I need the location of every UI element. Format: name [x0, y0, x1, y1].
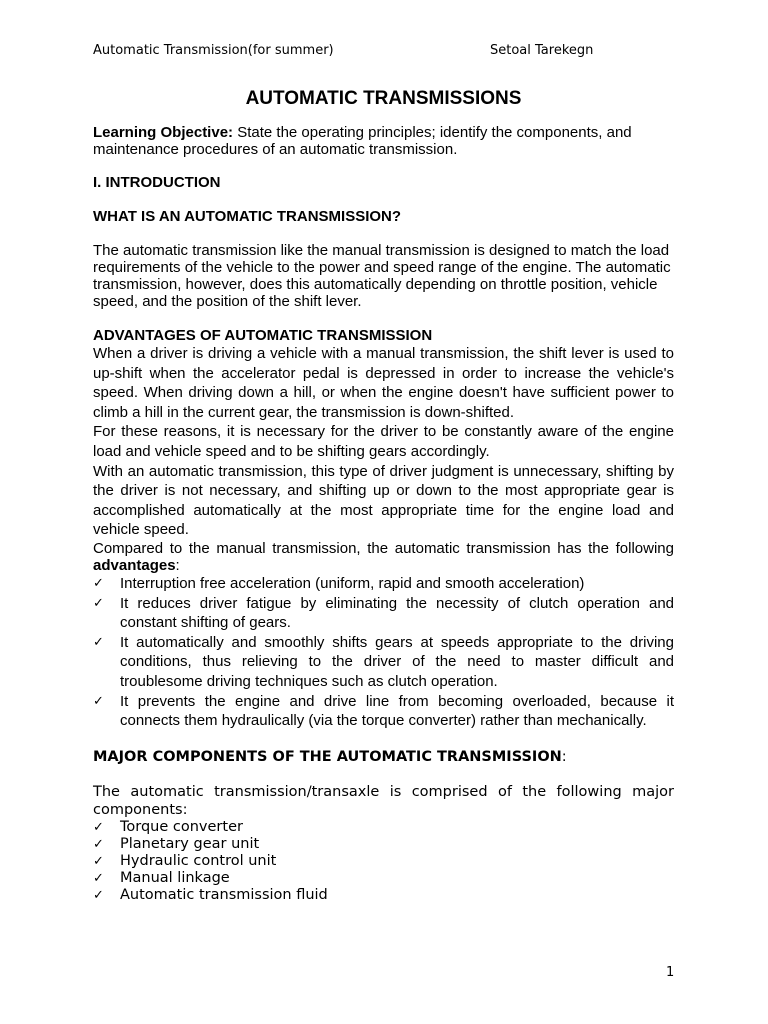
- advantages-paragraph-2: For these reasons, it is necessary for the driver to be constantly aware of the engine load and vehicle speed and to be shifting gears accordingly.: [93, 423, 674, 460]
- list-item: [93, 870, 674, 887]
- advantages-paragraph-3: With an automatic transmission, this type of driver judgment is unnecessary, shifting by the driver is not necessary, and shifting up or down to the most appropriate gear is accomplished automatically at the most appropriate time for the engine load and vehicle speed.: [93, 462, 674, 539]
- section-heading-introduction: I. INTRODUCTION: [93, 174, 221, 191]
- header-right: Setoal Tarekegn: [490, 43, 594, 58]
- components-intro: The automatic transmission/transaxle is comprised of the following major components:: [93, 783, 674, 818]
- list-item: [93, 853, 674, 870]
- checkmark-icon: ✓: [93, 595, 104, 611]
- intro-paragraph: The automatic transmission like the manual transmission is designed to match the load requirements of the vehicle to the power and speed range of the engine. The automatic transmission, however, does this automatically depending on throttle position, vehicle speed, and the position of the shift lever.: [93, 242, 671, 310]
- list-item-text: Manual linkage: [120, 869, 230, 886]
- list-item: [93, 887, 674, 904]
- question-heading: WHAT IS AN AUTOMATIC TRANSMISSION?: [93, 208, 402, 225]
- list-item-text: Interruption free acceleration (uniform, rapid and smooth acceleration): [120, 574, 585, 592]
- objective-text: State the operating principles; identify the components, and maintenance procedures of an automatic transmission.: [93, 124, 632, 158]
- components-list: [93, 819, 674, 904]
- checkmark-icon: ✓: [93, 693, 104, 709]
- list-item: [93, 836, 674, 853]
- list-item: [93, 692, 674, 731]
- document-body: [93, 88, 674, 904]
- list-item-text: It automatically and smoothly shifts gears at speeds appropriate to the driving conditions, thus relieving to the driver of the need to master difficult and troublesome driving techniques such as clutch operation.: [120, 633, 674, 690]
- compared-paragraph: [93, 540, 674, 574]
- checkmark-icon: ✓: [93, 634, 104, 650]
- advantages-paragraph-1: When a driver is driving a vehicle with a manual transmission, the shift lever is used to up-shift when the accelerator pedal is depressed in order to increase the vehicle's speed. When driving down a hill, or when the engine doesn't have sufficient power to climb a hill in the current gear, the transmission is down-shifted.: [93, 345, 674, 421]
- learning-objective: [93, 124, 674, 158]
- advantages-list: [93, 574, 674, 731]
- compared-suffix: :: [175, 556, 180, 574]
- list-item-text: It prevents the engine and drive line from becoming overloaded, because it connects them hydraulically (via the torque converter) rather than mechanically.: [120, 692, 674, 730]
- checkmark-icon: ✓: [93, 887, 104, 903]
- major-components-heading: [93, 749, 674, 766]
- page-number: 1: [666, 965, 675, 980]
- compared-bold: advantages: [93, 556, 176, 574]
- compared-text: Compared to the manual transmission, the automatic transmission has the following: [93, 539, 674, 557]
- major-heading-suffix: :: [561, 748, 567, 765]
- header-left: Automatic Transmission(for summer): [93, 43, 334, 58]
- major-heading-text: MAJOR COMPONENTS OF THE AUTOMATIC TRANSMISSION: [93, 748, 562, 765]
- list-item: [93, 594, 674, 633]
- checkmark-icon: ✓: [93, 575, 104, 591]
- list-item-text: Hydraulic control unit: [120, 852, 277, 869]
- advantages-heading: ADVANTAGES OF AUTOMATIC TRANSMISSION: [93, 327, 433, 344]
- checkmark-icon: ✓: [93, 836, 104, 852]
- list-item-text: It reduces driver fatigue by eliminating the necessity of clutch operation and constant shifting of gears.: [120, 594, 674, 632]
- list-item-text: Torque converter: [120, 818, 243, 835]
- page-title: AUTOMATIC TRANSMISSIONS: [245, 88, 522, 109]
- list-item: [93, 633, 674, 692]
- list-item: [93, 819, 674, 836]
- objective-label: Learning Objective:: [93, 124, 234, 141]
- list-item-text: Planetary gear unit: [120, 835, 260, 852]
- list-item-text: Automatic transmission fluid: [120, 886, 328, 903]
- checkmark-icon: ✓: [93, 819, 104, 835]
- list-item: [93, 574, 674, 594]
- checkmark-icon: ✓: [93, 853, 104, 869]
- checkmark-icon: ✓: [93, 870, 104, 886]
